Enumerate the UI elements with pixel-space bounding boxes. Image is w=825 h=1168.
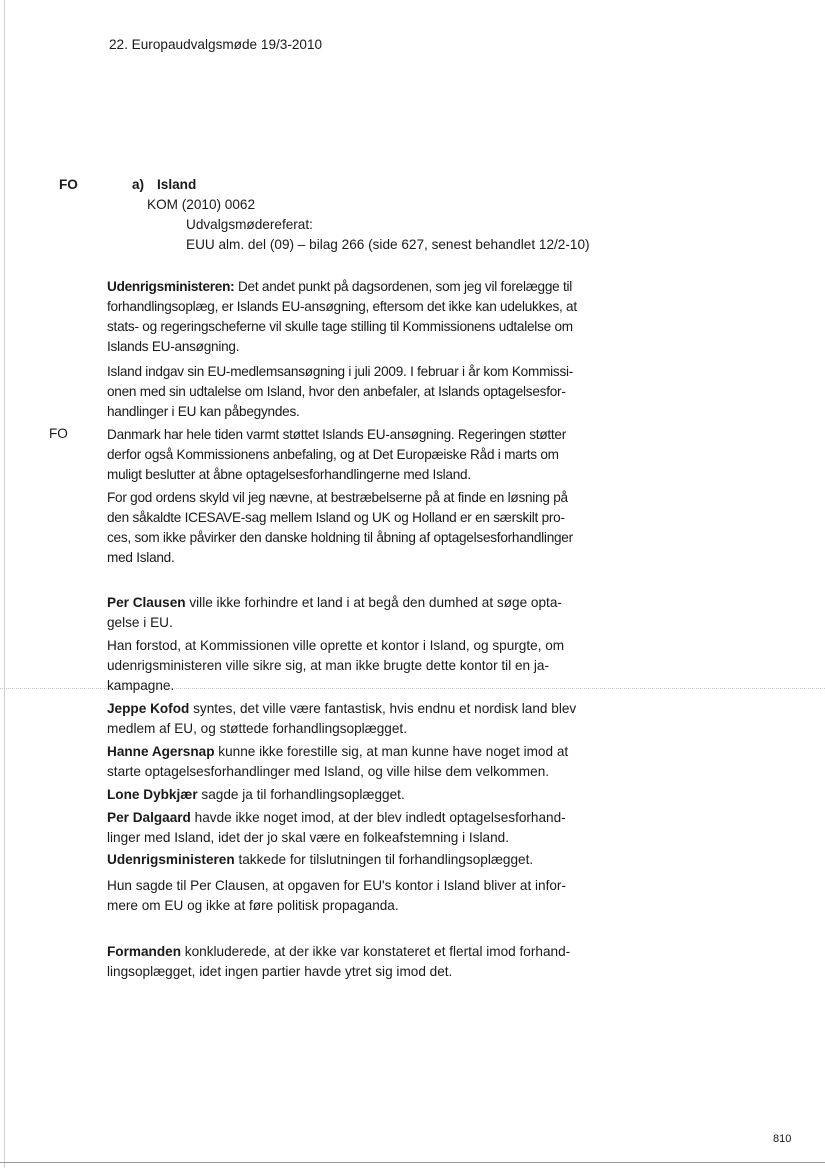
paragraph-line: Lone Dybkjær sagde ja til forhandlingsoplægget. — [107, 787, 405, 802]
paragraph-line: Udenrigsministeren: Det andet punkt på dagsordenen, som jeg vil forelægge til — [107, 279, 573, 294]
paragraph — [107, 488, 597, 568]
minutes-ref: EUU alm. del (09) – bilag 266 (side 627, senest behandlet 12/2-10) — [186, 237, 590, 252]
paragraph-line: med Island. — [107, 550, 175, 565]
page-number: 810 — [773, 1133, 792, 1145]
paragraph-line: Danmark har hele tiden varmt støttet Islands EU-ansøgning. Regeringen støtter — [107, 427, 567, 442]
paragraph-line: linger med Island, idet der jo skal være en folkeafstemning i Island. — [107, 830, 509, 845]
paragraph-line: stats- og regeringscheferne vil skulle tage stilling til Kommissionens udtalelse om — [107, 319, 573, 334]
paragraph-line: Hun sagde til Per Clausen, at opgaven for EU's kontor i Island bliver at infor- — [107, 878, 566, 893]
paragraph-line: gelse i EU. — [107, 615, 173, 630]
paragraph-line: Jeppe Kofod syntes, det ville være fantastisk, hvis endnu et nordisk land blev — [107, 701, 577, 716]
paragraph — [107, 425, 597, 485]
paragraph-line: Formanden konkluderede, at der ikke var konstateret et flertal imod forhand- — [107, 944, 571, 959]
paragraph-line: medlem af EU, og støttede forhandlingsoplægget. — [107, 721, 407, 736]
paragraph-line: starte optagelsesforhandlinger med Island, og ville hilse dem velkommen. — [107, 764, 550, 779]
paragraph-line: Per Clausen ville ikke forhindre et land i at begå den dumhed at søge opta- — [107, 595, 562, 610]
speaker-name: Lone Dybkjær — [107, 787, 198, 802]
paragraph — [107, 785, 597, 805]
speaker-name: Udenrigsministeren — [107, 852, 235, 867]
paragraph — [107, 277, 597, 357]
paragraph-line: forhandlingsoplæg, er Islands EU-ansøgning, eftersom det ikke kan udelukkes, at — [107, 299, 577, 314]
speaker-name: Per Dalgaard — [107, 810, 191, 825]
paragraph-line: lingsoplægget, idet ingen partier havde ytret sig imod det. — [107, 964, 453, 979]
paragraph-line: muligt beslutter at åbne optagelsesforhandlingerne med Island. — [107, 467, 471, 482]
page-header: 22. Europaudvalgsmøde 19/3-2010 — [109, 37, 323, 52]
paragraph — [107, 699, 597, 739]
minutes-label: Udvalgsmødereferat: — [186, 217, 313, 232]
paragraph — [107, 850, 597, 870]
page-bottom-rule — [0, 1162, 825, 1163]
agenda-title: Island — [157, 177, 197, 192]
paragraph-line: Island indgav sin EU-medlemsansøgning i juli 2009. I februar i år kom Kommissi- — [107, 364, 574, 379]
speaker-name: Hanne Agersnap — [107, 744, 215, 759]
paragraph-line: Islands EU-ansøgning. — [107, 339, 240, 354]
speaker-name: Formanden — [107, 944, 182, 959]
margin-tag-fo: FO — [59, 177, 78, 192]
paragraph — [107, 942, 597, 982]
speaker-name: Udenrigsministeren: — [107, 279, 235, 294]
speaker-name: Jeppe Kofod — [107, 701, 190, 716]
paragraph-line: Udenrigsministeren takkede for tilslutningen til forhandlingsoplægget. — [107, 852, 534, 867]
paragraph — [107, 593, 597, 633]
paragraph — [107, 808, 597, 848]
scan-left-edge — [4, 0, 5, 1168]
paragraph-line: onen med sin udtalelse om Island, hvor den anbefaler, at Islands optagelsesfor- — [107, 384, 566, 399]
paragraph-line: For god ordens skyld vil jeg nævne, at bestræbelserne på at finde en løsning på — [107, 490, 568, 505]
paragraph — [107, 742, 597, 782]
paragraph-line: Han forstod, at Kommissionen ville oprette et kontor i Island, og spurgte, om — [107, 638, 565, 653]
paragraph-line: derfor også Kommissionens anbefaling, og at Det Europæiske Råd i marts om — [107, 447, 559, 462]
paragraph-line: udenrigsministeren ville sikre sig, at man ikke brugte dette kontor til en ja- — [107, 658, 550, 673]
paragraph — [107, 362, 597, 422]
margin-tag-fo: FO — [49, 426, 68, 441]
agenda-letter: a) — [132, 177, 145, 192]
paragraph-line: handlinger i EU kan påbegyndes. — [107, 404, 300, 419]
paragraph-line: den såkaldte ICESAVE-sag mellem Island og UK og Holland er en særskilt pro- — [107, 510, 565, 525]
paragraph-line: mere om EU og ikke at føre politisk propaganda. — [107, 898, 399, 913]
speaker-name: Per Clausen — [107, 595, 186, 610]
paragraph — [107, 636, 597, 696]
paragraph-line: Per Dalgaard havde ikke noget imod, at der blev indledt optagelsesforhand- — [107, 810, 566, 825]
agenda-ref: KOM (2010) 0062 — [147, 197, 256, 212]
paragraph-line: ces, som ikke påvirker den danske holdning til åbning af optagelsesforhandlinger — [107, 530, 573, 545]
paragraph — [107, 876, 597, 916]
paragraph-line: kampagne. — [107, 678, 175, 693]
paragraph-line: Hanne Agersnap kunne ikke forestille sig, at man kunne have noget imod at — [107, 744, 569, 759]
